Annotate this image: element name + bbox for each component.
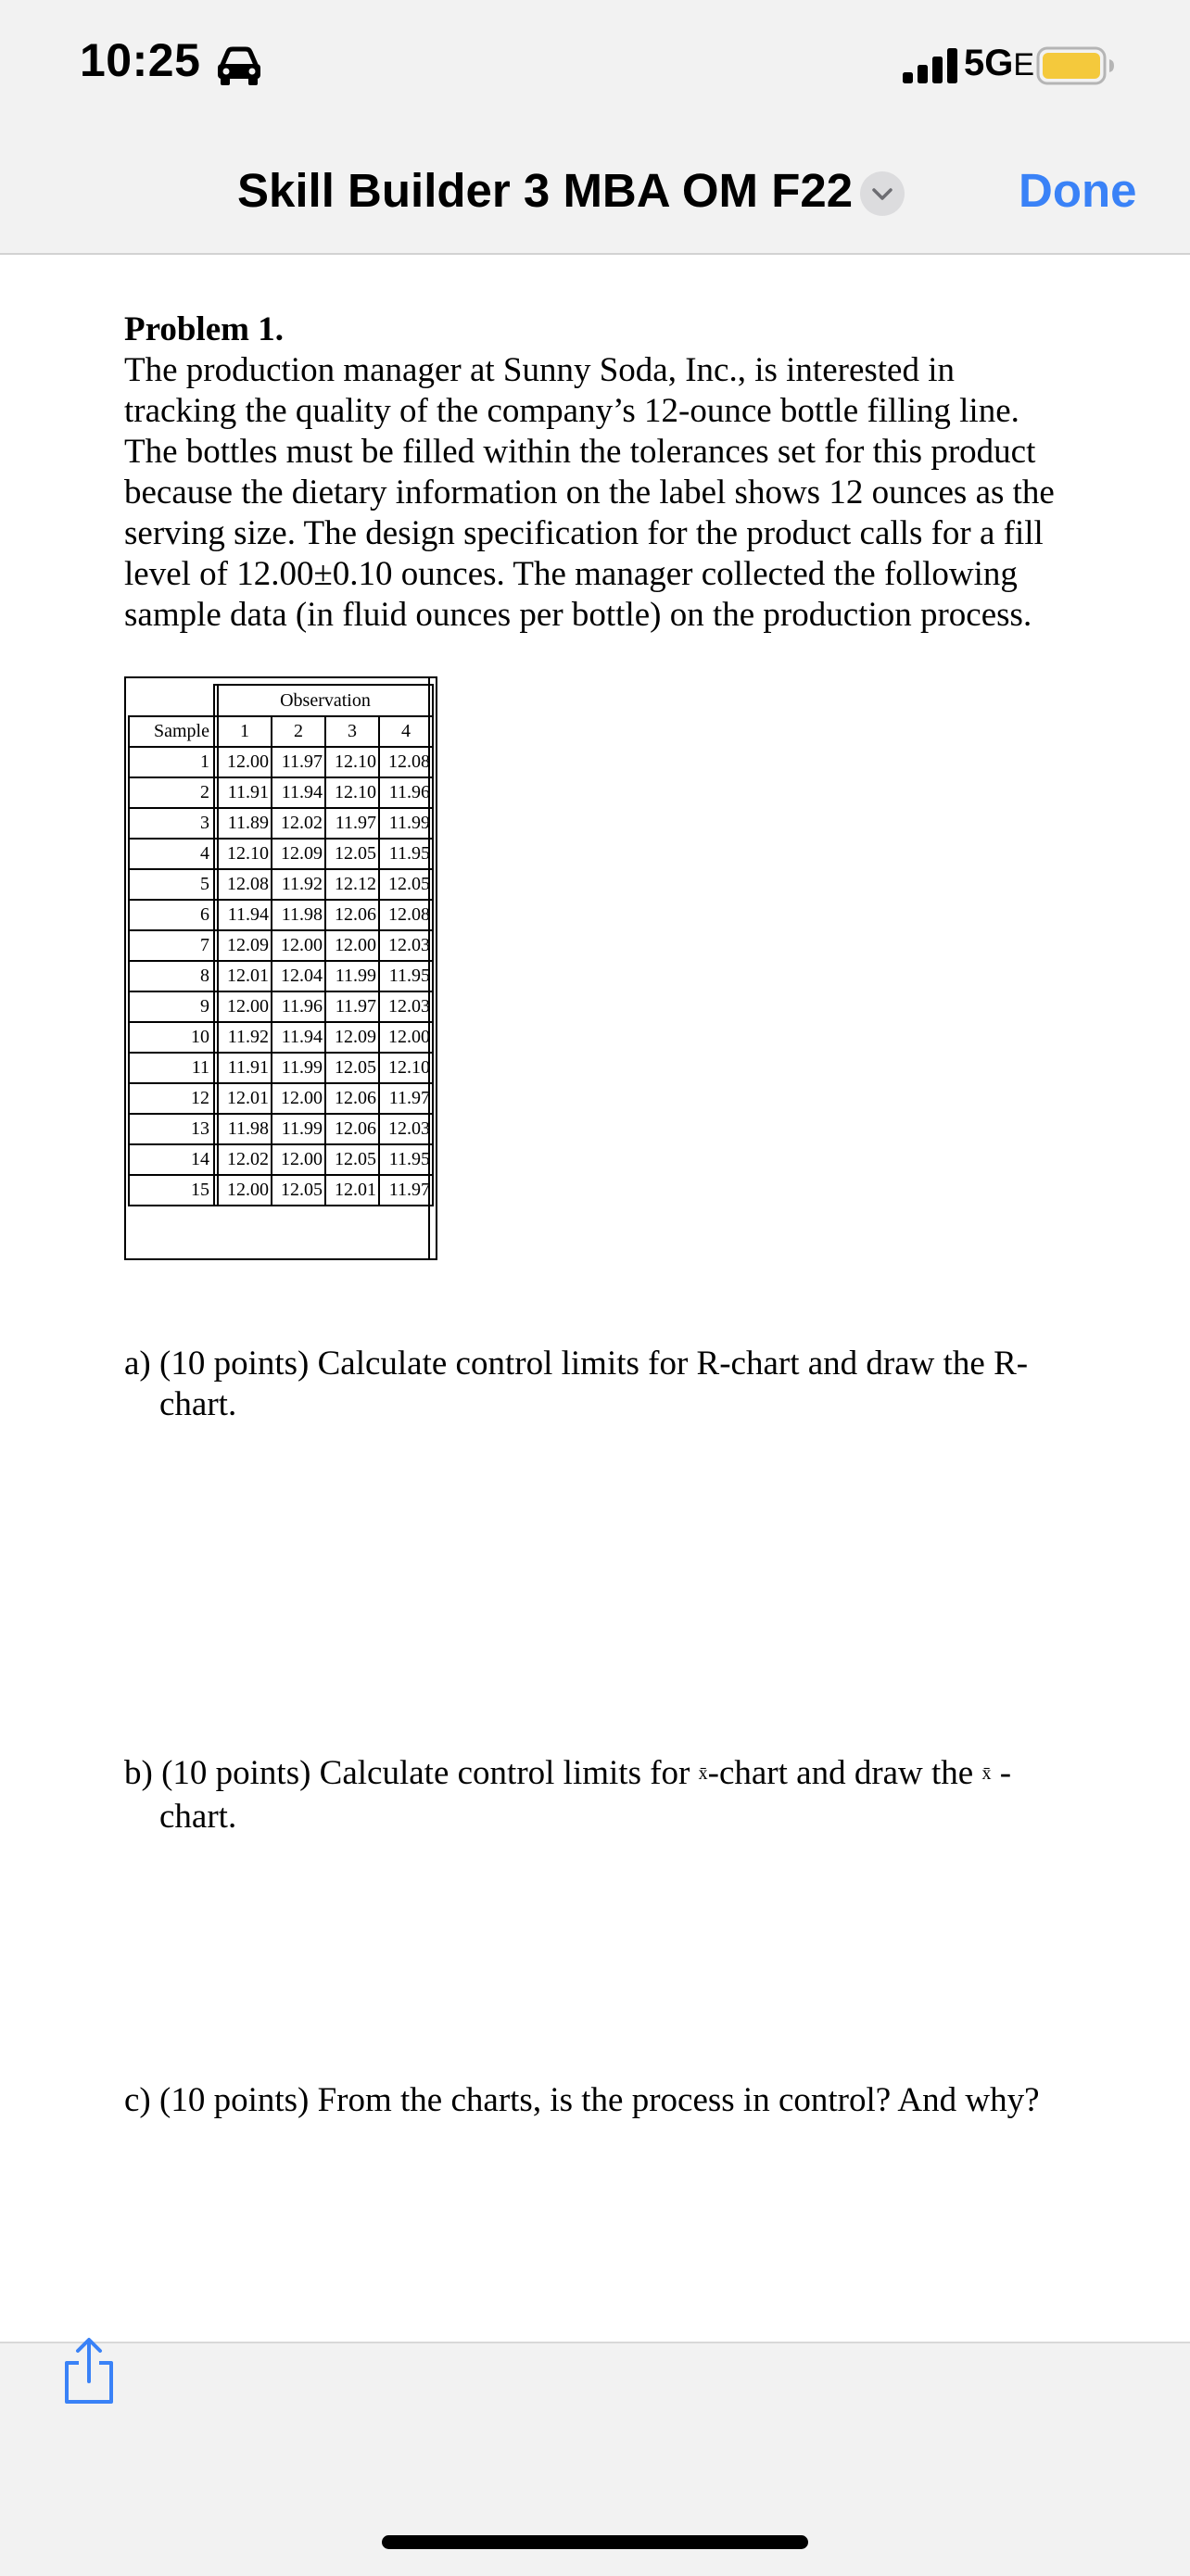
table-header-row (129, 716, 433, 747)
observation-value: 12.01 (218, 1083, 272, 1114)
observation-value: 12.05 (325, 839, 379, 869)
observation-value: 11.97 (379, 1175, 433, 1206)
sample-number: 5 (129, 869, 214, 900)
observation-value: 11.97 (379, 1083, 433, 1114)
observation-value: 11.92 (218, 1022, 272, 1053)
observation-value: 12.06 (325, 1114, 379, 1144)
observation-value: 12.00 (272, 1144, 325, 1175)
observation-table (128, 684, 434, 1206)
table-row (129, 839, 433, 869)
done-button[interactable]: Done (1019, 164, 1137, 217)
question-b-text-3: - (991, 1754, 1012, 1792)
document-title[interactable]: Skill Builder 3 MBA OM F22 (237, 164, 854, 217)
obs-header: 4 (379, 716, 433, 747)
observation-value: 12.03 (379, 1114, 433, 1144)
observation-value: 11.95 (379, 1144, 433, 1175)
network-type: 5G (964, 43, 1014, 83)
observation-table-frame (124, 676, 437, 1260)
problem-heading: Problem 1. (124, 310, 284, 348)
observation-value: 11.94 (218, 900, 272, 930)
observation-value: 12.09 (325, 1022, 379, 1053)
observation-value: 12.05 (379, 869, 433, 900)
sample-number: 13 (129, 1114, 214, 1144)
table-row (129, 961, 433, 991)
observation-value: 11.89 (218, 808, 272, 839)
table-row (129, 900, 433, 930)
sample-number: 9 (129, 991, 214, 1022)
title-menu-button[interactable] (860, 171, 905, 216)
table-row (129, 991, 433, 1022)
question-b-line2: chart. (159, 1797, 237, 1836)
observation-value: 12.00 (218, 991, 272, 1022)
observation-value: 12.08 (218, 869, 272, 900)
observation-value: 12.02 (272, 808, 325, 839)
observation-value: 11.99 (379, 808, 433, 839)
table-row (129, 1114, 433, 1144)
observation-value: 11.97 (325, 991, 379, 1022)
sample-number: 6 (129, 900, 214, 930)
signal-icon (901, 46, 964, 85)
question-c-text: c) (10 points) From the charts, is the process in control? And why? (124, 2081, 1040, 2119)
observation-value: 12.04 (272, 961, 325, 991)
observation-value: 11.91 (218, 777, 272, 808)
observation-value: 11.97 (325, 808, 379, 839)
observation-value: 12.00 (218, 747, 272, 777)
xbar-symbol: x̄ (981, 1762, 992, 1784)
observation-value: 12.05 (272, 1175, 325, 1206)
sample-number: 12 (129, 1083, 214, 1114)
table-row (129, 1144, 433, 1175)
sample-number: 2 (129, 777, 214, 808)
observation-value: 12.00 (325, 930, 379, 961)
nav-header (0, 139, 1190, 255)
observation-value: 12.09 (218, 930, 272, 961)
observation-value: 11.94 (272, 1022, 325, 1053)
home-indicator[interactable] (382, 2535, 808, 2549)
observation-value: 11.92 (272, 869, 325, 900)
status-bar (0, 0, 1190, 139)
sample-number: 1 (129, 747, 214, 777)
sample-number: 4 (129, 839, 214, 869)
sample-number: 3 (129, 808, 214, 839)
table-row (129, 808, 433, 839)
table-row (129, 869, 433, 900)
observation-value: 11.96 (272, 991, 325, 1022)
observation-value: 11.98 (218, 1114, 272, 1144)
problem-text: The production manager at Sunny Soda, Inc., is interested in tracking the quality of the company’s 12-ounce bottle filling line. The bottles must be filled within the tolerances set for this product because the dietary information on the label shows 12 ounces as the serving size. The design specification for the product calls for a fill level of 12.00±0.10 ounces. The manager collected the following sample data (in fluid ounces per bottle) on the production process. (124, 351, 1055, 634)
observation-value: 11.97 (272, 747, 325, 777)
obs-header: 1 (218, 716, 272, 747)
table-row (129, 1175, 433, 1206)
share-button[interactable] (59, 2335, 119, 2406)
observation-value: 12.10 (325, 747, 379, 777)
question-b-text-1: b) (10 points) Calculate control limits for (124, 1754, 699, 1792)
observation-value: 12.00 (218, 1175, 272, 1206)
document-body (124, 309, 1088, 636)
table-header-row (129, 685, 433, 716)
table-row (129, 1022, 433, 1053)
observation-value: 11.91 (218, 1053, 272, 1083)
question-a-line1: a) (10 points) Calculate control limits for R-chart and draw the R- (124, 1345, 1029, 1383)
observation-value: 12.06 (325, 900, 379, 930)
observation-value: 12.03 (379, 991, 433, 1022)
network-suffix: E (1013, 47, 1035, 82)
observation-value: 12.05 (325, 1144, 379, 1175)
table-row (129, 1053, 433, 1083)
observation-value: 12.12 (325, 869, 379, 900)
observation-value: 12.08 (379, 900, 433, 930)
share-icon (59, 2335, 119, 2406)
observation-value: 11.98 (272, 900, 325, 930)
observation-value: 12.01 (218, 961, 272, 991)
sample-header: Sample (129, 716, 214, 747)
battery-icon (1036, 46, 1116, 85)
network-label (964, 43, 1034, 84)
observation-value: 11.99 (272, 1114, 325, 1144)
status-time: 10:25 (80, 34, 201, 86)
question-a (124, 1344, 1079, 1425)
table-row (129, 747, 433, 777)
table-corner (129, 685, 214, 716)
observation-value: 11.95 (379, 961, 433, 991)
sample-number: 11 (129, 1053, 214, 1083)
observation-value: 11.94 (272, 777, 325, 808)
car-icon (215, 46, 263, 87)
observation-value: 12.08 (379, 747, 433, 777)
table-row (129, 1083, 433, 1114)
observation-value: 12.00 (272, 1083, 325, 1114)
question-c (124, 2080, 1079, 2121)
observation-value: 11.96 (379, 777, 433, 808)
observation-group-header: Observation (218, 685, 433, 716)
sample-number: 7 (129, 930, 214, 961)
sample-number: 14 (129, 1144, 214, 1175)
observation-value: 12.01 (325, 1175, 379, 1206)
xbar-symbol: x̄ (698, 1762, 708, 1784)
observation-value: 12.10 (379, 1053, 433, 1083)
observation-value: 12.09 (272, 839, 325, 869)
observation-value: 12.02 (218, 1144, 272, 1175)
chevron-down-icon (871, 184, 893, 203)
observation-value: 12.10 (325, 777, 379, 808)
question-a-line2: chart. (159, 1385, 237, 1423)
observation-value: 11.95 (379, 839, 433, 869)
sample-number: 10 (129, 1022, 214, 1053)
observation-value: 12.00 (379, 1022, 433, 1053)
question-b (124, 1753, 1079, 1837)
obs-header: 2 (272, 716, 325, 747)
table-row (129, 777, 433, 808)
observation-value: 12.00 (272, 930, 325, 961)
observation-value: 12.10 (218, 839, 272, 869)
observation-value: 12.06 (325, 1083, 379, 1114)
observation-rows (129, 747, 433, 1206)
observation-value: 12.05 (325, 1053, 379, 1083)
obs-header: 3 (325, 716, 379, 747)
observation-value: 12.03 (379, 930, 433, 961)
sample-number: 15 (129, 1175, 214, 1206)
question-b-text-2: -chart and draw the (707, 1754, 982, 1792)
observation-value: 11.99 (325, 961, 379, 991)
observation-value: 11.99 (272, 1053, 325, 1083)
table-row (129, 930, 433, 961)
sample-number: 8 (129, 961, 214, 991)
